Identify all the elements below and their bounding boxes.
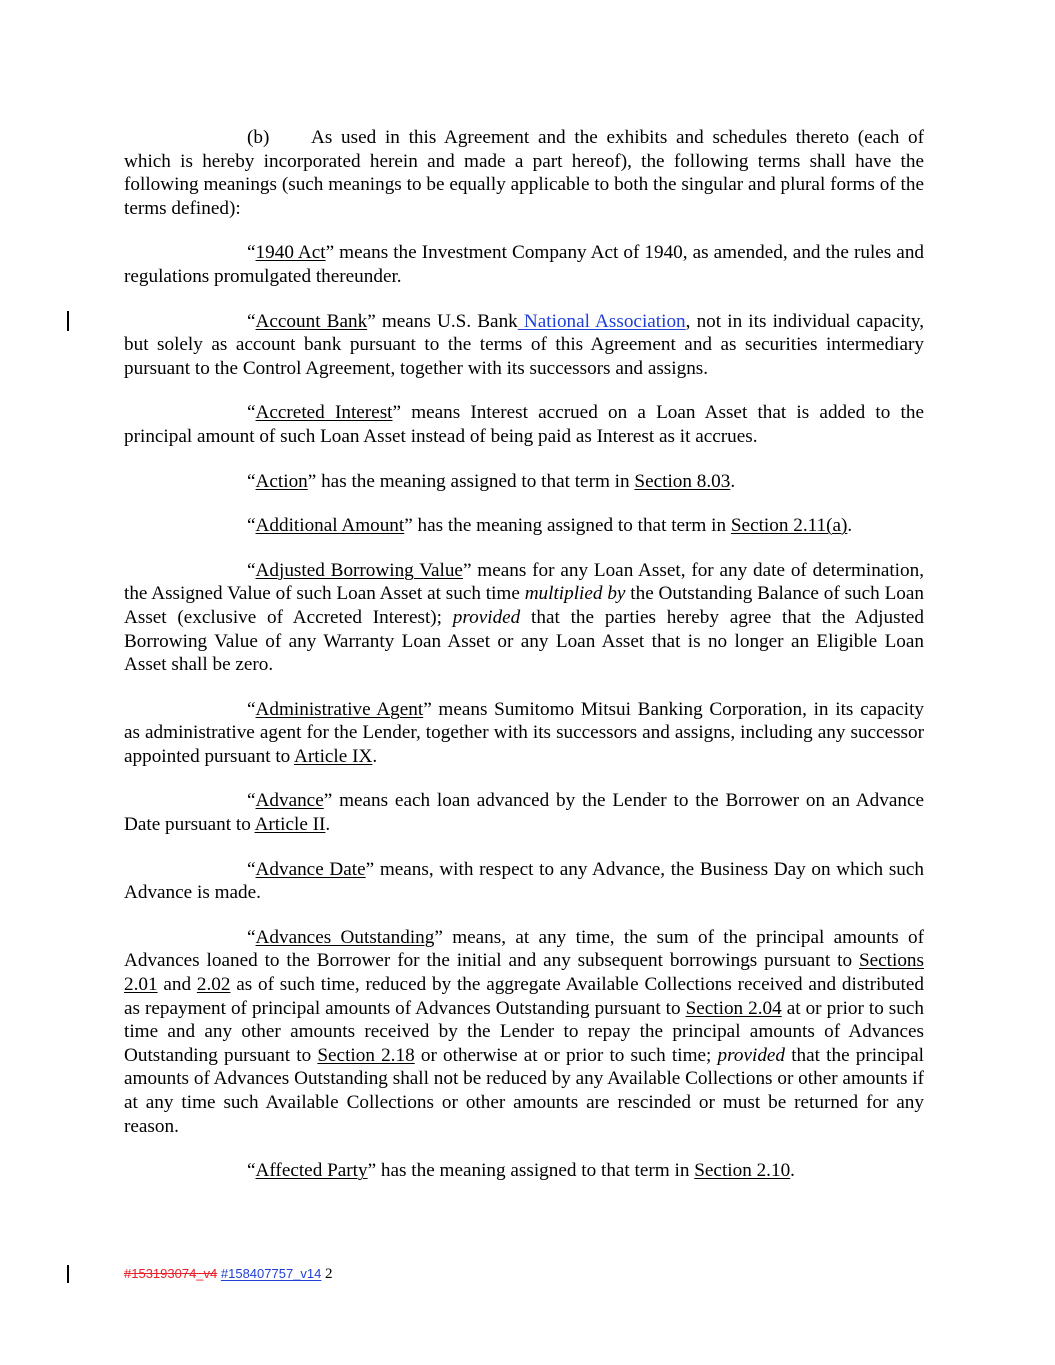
definition-paragraph xyxy=(124,559,924,677)
text-segment: ” means, at any time, the sum of the principal amounts of Advances loaned to the Borrower for the initial and any subsequent borrowings pursuant to xyxy=(124,926,924,972)
defined-term-reference: Adjusted Borrowing Value xyxy=(255,559,463,581)
clause-label: (b) xyxy=(247,127,270,148)
text-segment: ” means, with respect to any Advance, the Business Day on which such Advance is made. xyxy=(124,858,924,904)
italic-text: provided xyxy=(717,1044,786,1066)
change-bar xyxy=(67,1265,69,1283)
text-segment: ” means each loan advanced by the Lender to the Borrower on an Advance Date pursuant to xyxy=(124,790,924,836)
definition-paragraph xyxy=(124,926,924,1138)
text-segment: “ xyxy=(247,698,256,720)
text-segment: “ xyxy=(247,559,256,581)
document-body xyxy=(124,126,924,1204)
defined-term-reference: Account Bank xyxy=(255,310,368,332)
defined-term-reference: Accreted Interest xyxy=(255,402,393,424)
text-segment: . xyxy=(325,814,331,836)
footer xyxy=(124,1266,333,1283)
footer-deleted-doc-id: #153193074_v4 xyxy=(124,1266,218,1281)
defined-term-reference: Section 2.18 xyxy=(317,1044,415,1066)
definition-paragraph xyxy=(124,310,924,381)
text-segment: . xyxy=(847,515,853,537)
change-bar xyxy=(67,311,69,331)
text-segment: that the principal amounts of Advances Outstanding shall not be reduced by any Available Collections or other amounts if at any time such Available Collections or other amounts are rescinded or must be returned for any reason. xyxy=(124,1044,924,1137)
intro-paragraph xyxy=(124,126,924,220)
text-segment: at or prior to such time and any other amounts received by the Lender to repay the principal amounts of Advances Outstanding pursuant to xyxy=(124,997,924,1066)
defined-term-reference: Sections 2.01 xyxy=(124,950,924,996)
text-segment: ” means for any Loan Asset, for any date of determination, the Assigned Value of such Loan Asset at such time xyxy=(124,559,924,605)
text-segment: “ xyxy=(247,242,256,264)
defined-term-reference: Section 8.03 xyxy=(634,470,731,492)
defined-term-reference: Section 2.11(a) xyxy=(730,515,848,537)
defined-term-reference: Advance xyxy=(255,790,324,812)
defined-term-reference: Advances Outstanding xyxy=(255,926,435,948)
defined-term-reference: Section 2.10 xyxy=(694,1160,791,1182)
text-segment: “ xyxy=(247,310,256,332)
text-segment: “ xyxy=(247,790,256,812)
text-segment: ” means the Investment Company Act of 1940, as amended, and the rules and regulations promulgated thereunder. xyxy=(124,242,925,287)
definition-paragraph xyxy=(124,698,924,769)
defined-term-reference: Section 2.04 xyxy=(685,997,782,1019)
text-segment: and xyxy=(157,974,197,996)
text-segment: . xyxy=(372,745,378,767)
text-segment: as of such time, reduced by the aggregate Available Collections received and distributed as repayment of principal amounts of Advances Outstanding pursuant to xyxy=(124,974,924,1019)
text-segment: . xyxy=(790,1160,795,1182)
definition-paragraph xyxy=(124,858,924,905)
definition-paragraph xyxy=(124,789,924,836)
text-segment: the Outstanding Balance of such Loan Asset (exclusive of Accreted Interest); xyxy=(124,583,925,628)
text-segment: ” has the meaning assigned to that term in xyxy=(307,470,635,492)
footer-inserted-doc-id: #158407757_v14 xyxy=(220,1266,322,1281)
text-segment: ” has the meaning assigned to that term in xyxy=(367,1160,695,1182)
text-segment: “ xyxy=(247,858,256,880)
definition-paragraph xyxy=(124,401,924,448)
defined-term-reference: 1940 Act xyxy=(255,242,326,264)
text-segment: “ xyxy=(247,470,256,492)
defined-term-reference: Advance Date xyxy=(255,858,366,880)
defined-term-reference: 2.02 xyxy=(196,974,231,996)
text-segment: , not in its individual capacity, but solely as account bank pursuant to the terms of this Agreement and as securities intermediary pursuant to the Control Agreement, together with its successors and assigns. xyxy=(124,310,924,379)
text-segment: As used in this Agreement and the exhibits and schedules thereto (each of which is hereby incorporated herein and made a part hereof), the following terms shall have the following meanings (such meanings to be equally applicable to both the singular and plural forms of the terms defined): xyxy=(124,127,924,219)
definition-paragraph xyxy=(124,514,924,538)
text-segment: “ xyxy=(247,1160,256,1182)
text-segment: “ xyxy=(247,926,256,948)
inserted-text: National Association xyxy=(517,310,686,332)
text-segment: that the parties hereby agree that the Adjusted Borrowing Value of any Warranty Loan Asset or any Loan Asset that is no longer an Eligible Loan Asset shall be zero. xyxy=(124,606,925,676)
italic-text: provided xyxy=(452,606,521,628)
definition-paragraph xyxy=(124,470,924,494)
page-number: 2 xyxy=(325,1266,333,1282)
defined-term-reference: Additional Amount xyxy=(255,515,405,537)
text-segment: . xyxy=(730,470,736,492)
defined-term-reference: Article II xyxy=(254,814,326,836)
defined-term-reference: Affected Party xyxy=(255,1160,368,1182)
italic-text: multiplied by xyxy=(524,583,626,605)
text-segment: “ xyxy=(247,402,256,424)
text-segment: “ xyxy=(247,515,256,537)
text-segment: ” means Interest accrued on a Loan Asset that is added to the principal amount of such Loan Asset instead of being paid as Interest as it accrues. xyxy=(124,402,924,447)
text-segment: or otherwise at or prior to such time; xyxy=(414,1044,718,1066)
defined-term-reference: Administrative Agent xyxy=(255,698,424,720)
definition-paragraph xyxy=(124,1159,924,1183)
text-segment: ” has the meaning assigned to that term in xyxy=(404,515,731,537)
definition-paragraph xyxy=(124,241,924,288)
text-segment: ” means U.S. Bank xyxy=(367,310,518,332)
defined-term-reference: Article IX xyxy=(294,745,373,767)
defined-term-reference: Action xyxy=(255,470,308,492)
text-segment: ” means Sumitomo Mitsui Banking Corporation, in its capacity as administrative agent for the Lender, together with its successors and assigns, including any successor appointed pursuant to xyxy=(124,698,924,767)
